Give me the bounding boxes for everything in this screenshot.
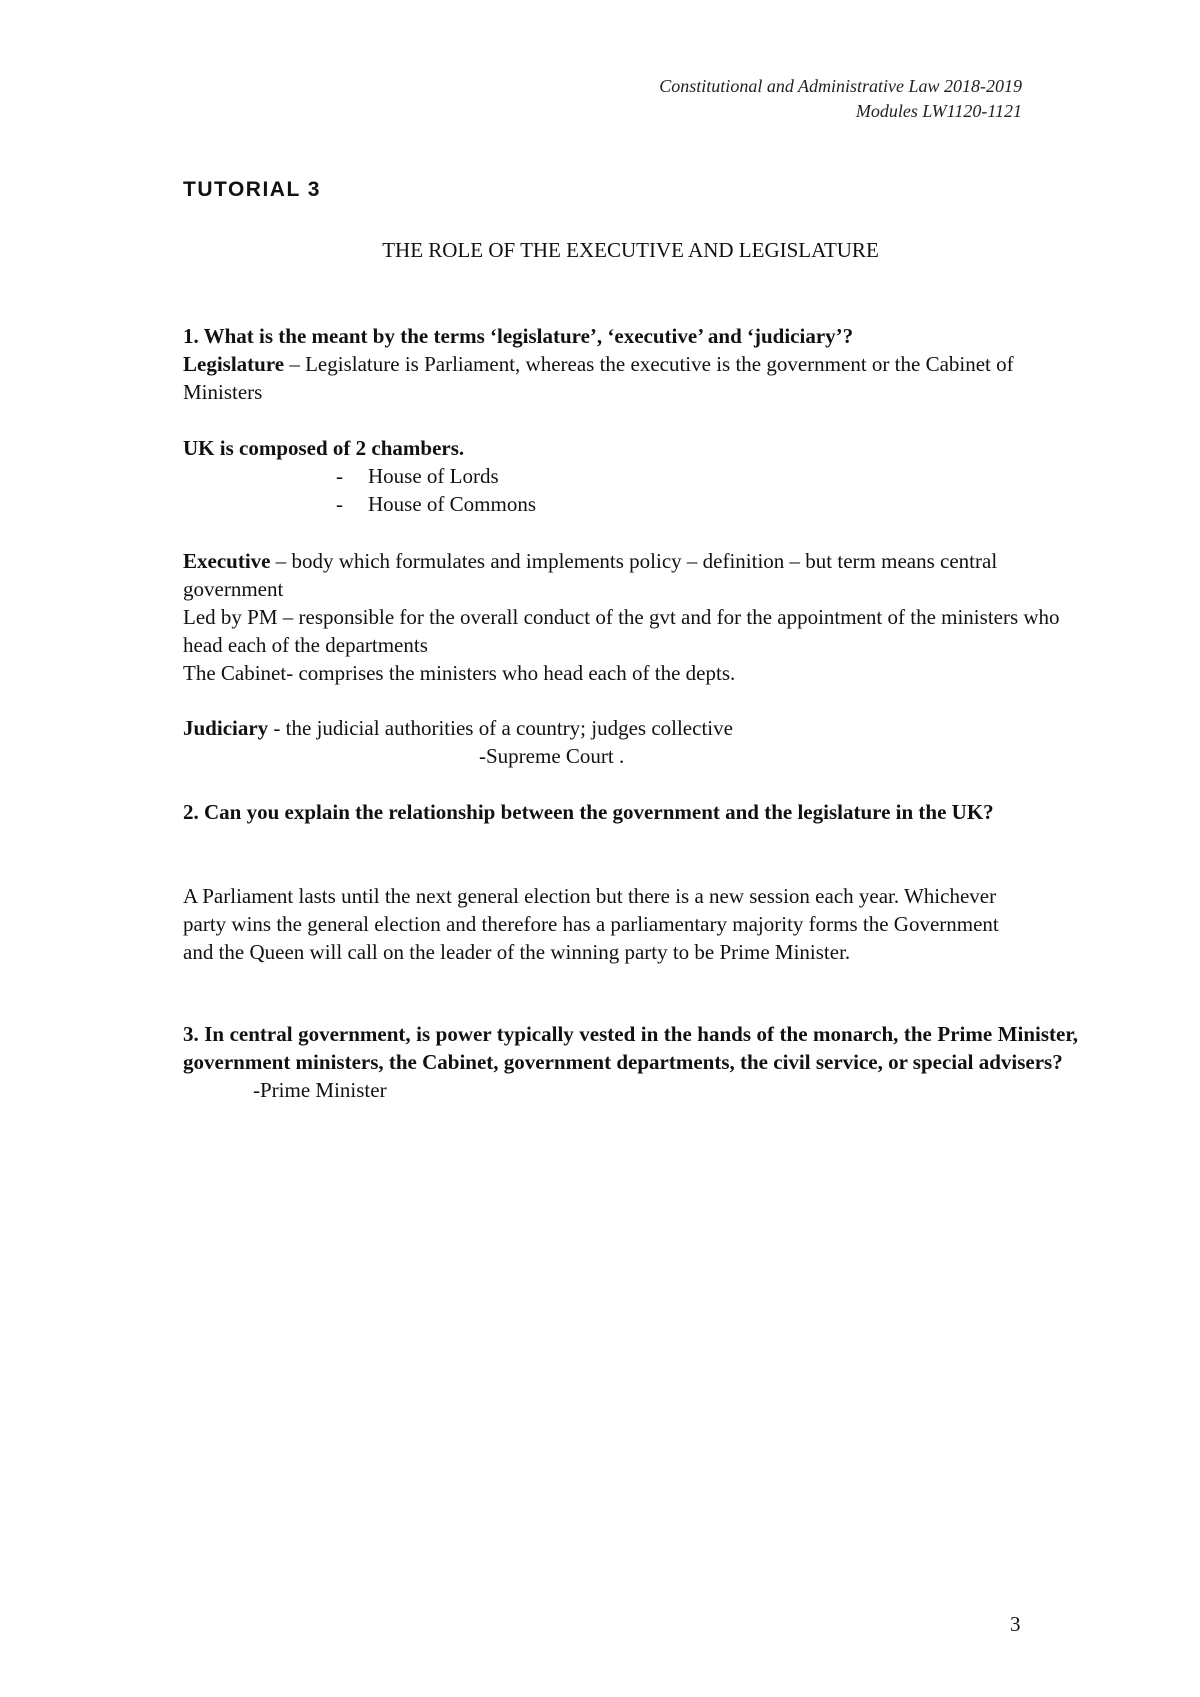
answer-3-text: -Prime Minister bbox=[253, 1078, 387, 1102]
chamber-name: House of Commons bbox=[368, 492, 536, 516]
chamber-name: House of Lords bbox=[368, 464, 499, 488]
uk-chambers-heading: UK is composed of 2 chambers. bbox=[183, 436, 465, 460]
judiciary-section bbox=[183, 714, 1078, 770]
tutorial-heading: TUTORIAL 3 bbox=[183, 178, 321, 201]
question-2-text: 2. Can you explain the relationship between the government and the legislature in the UK? bbox=[183, 800, 994, 824]
legislature-text: – Legislature is Parliament, whereas the executive is the government or the Cabinet of Ministers bbox=[183, 352, 1014, 404]
judiciary-term: Judiciary bbox=[183, 716, 269, 740]
chamber-list-item bbox=[183, 462, 1078, 490]
page-title: THE ROLE OF THE EXECUTIVE AND LEGISLATURE bbox=[382, 238, 879, 262]
question-3-text: 3. In central government, is power typically vested in the hands of the monarch, the Prime Minister, government ministers, the Cabinet, government departments, the civil service, or special advisers? bbox=[183, 1022, 1078, 1074]
executive-section bbox=[183, 547, 1078, 687]
question-2-section bbox=[183, 798, 1013, 826]
header-modules: Modules LW1120-1121 bbox=[855, 101, 1022, 121]
legislature-definition bbox=[183, 350, 1078, 406]
led-by-pm-text: Led by PM – responsible for the overall conduct of the gvt and for the appointment of the ministers who head each of the departments bbox=[183, 605, 1060, 657]
executive-term: Executive bbox=[183, 549, 271, 573]
judiciary-text: - the judicial authorities of a country; judges collective bbox=[268, 716, 733, 740]
question-1-section bbox=[183, 322, 1078, 406]
executive-text: – body which formulates and implements policy – definition – but term means central government bbox=[183, 549, 998, 601]
supreme-court-text: -Supreme Court . bbox=[479, 744, 625, 768]
answer-2-section bbox=[183, 882, 1013, 966]
legislature-term: Legislature bbox=[183, 352, 285, 376]
answer-2-text: A Parliament lasts until the next general election but there is a new session each year. Whichever party wins the general election and therefore has a parliamentary majority forms the Government and the Queen will call on the leader of the winning party to be Prime Minister. bbox=[183, 884, 999, 964]
question-3-section bbox=[183, 1020, 1078, 1104]
question-1-text: 1. What is the meant by the terms ‘legislature’, ‘executive’ and ‘judiciary’? bbox=[183, 324, 854, 348]
judiciary-definition bbox=[183, 714, 1078, 742]
executive-definition bbox=[183, 547, 1078, 603]
page-number: 3 bbox=[1010, 1612, 1021, 1636]
chambers-section bbox=[183, 434, 1078, 518]
header-course-title: Constitutional and Administrative Law 2018-2019 bbox=[659, 76, 1022, 96]
list-dash: - bbox=[336, 464, 343, 488]
running-header bbox=[659, 74, 1022, 124]
chamber-list-item bbox=[183, 490, 1078, 518]
list-dash: - bbox=[336, 492, 343, 516]
cabinet-text: The Cabinet- comprises the ministers who head each of the depts. bbox=[183, 661, 736, 685]
